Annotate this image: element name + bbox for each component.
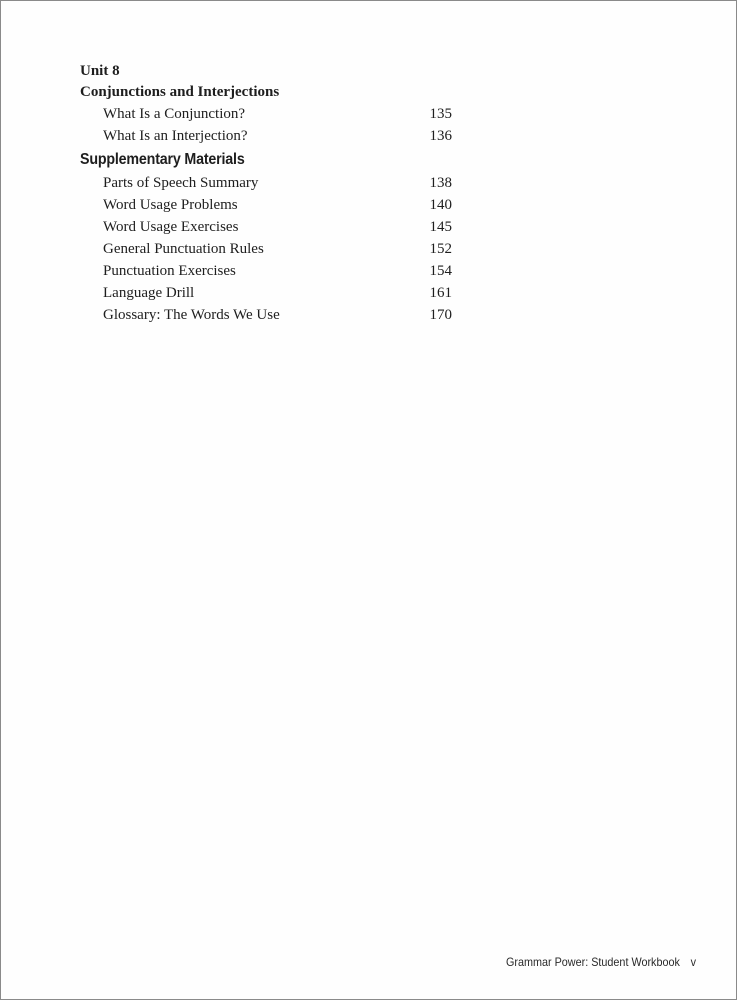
toc-entry-page: 135 [429,106,452,122]
toc-entry [80,194,455,216]
supplementary-section-title: Supplementary Materials [80,151,245,168]
toc-entry-page: 152 [429,241,452,257]
table-of-contents [80,61,455,326]
toc-entry-page: 140 [429,197,452,213]
footer-book-title: Grammar Power: Student Workbook [506,955,680,969]
toc-entry-title: General Punctuation Rules [103,241,264,257]
toc-entry-title: What Is an Interjection? [103,128,248,144]
footer-page-number: v [690,955,697,969]
toc-entry [80,103,455,125]
page-footer [506,955,696,969]
toc-entry-page: 145 [429,219,452,235]
toc-entry-title: Language Drill [103,285,195,301]
toc-entry [80,216,455,238]
unit-title: Conjunctions and Interjections [80,84,280,100]
toc-entry [80,172,455,194]
toc-entry [80,304,455,326]
toc-entry-page: 154 [429,263,452,279]
toc-entry-page: 136 [429,128,452,144]
toc-entry-title: Parts of Speech Summary [103,175,259,191]
toc-entry-title: Punctuation Exercises [103,263,236,279]
toc-entry-title: Word Usage Problems [103,197,238,213]
toc-entry [80,260,455,282]
toc-entry-title: What Is a Conjunction? [103,106,246,122]
toc-entry-page: 138 [429,175,452,191]
toc-entry [80,238,455,260]
toc-entry-title: Glossary: The Words We Use [103,307,280,323]
toc-entry-page: 170 [429,307,452,323]
toc-entry-title: Word Usage Exercises [103,219,239,235]
toc-entry-page: 161 [429,285,452,301]
toc-entry [80,125,455,147]
toc-entry [80,282,455,304]
unit-label: Unit 8 [80,63,120,79]
